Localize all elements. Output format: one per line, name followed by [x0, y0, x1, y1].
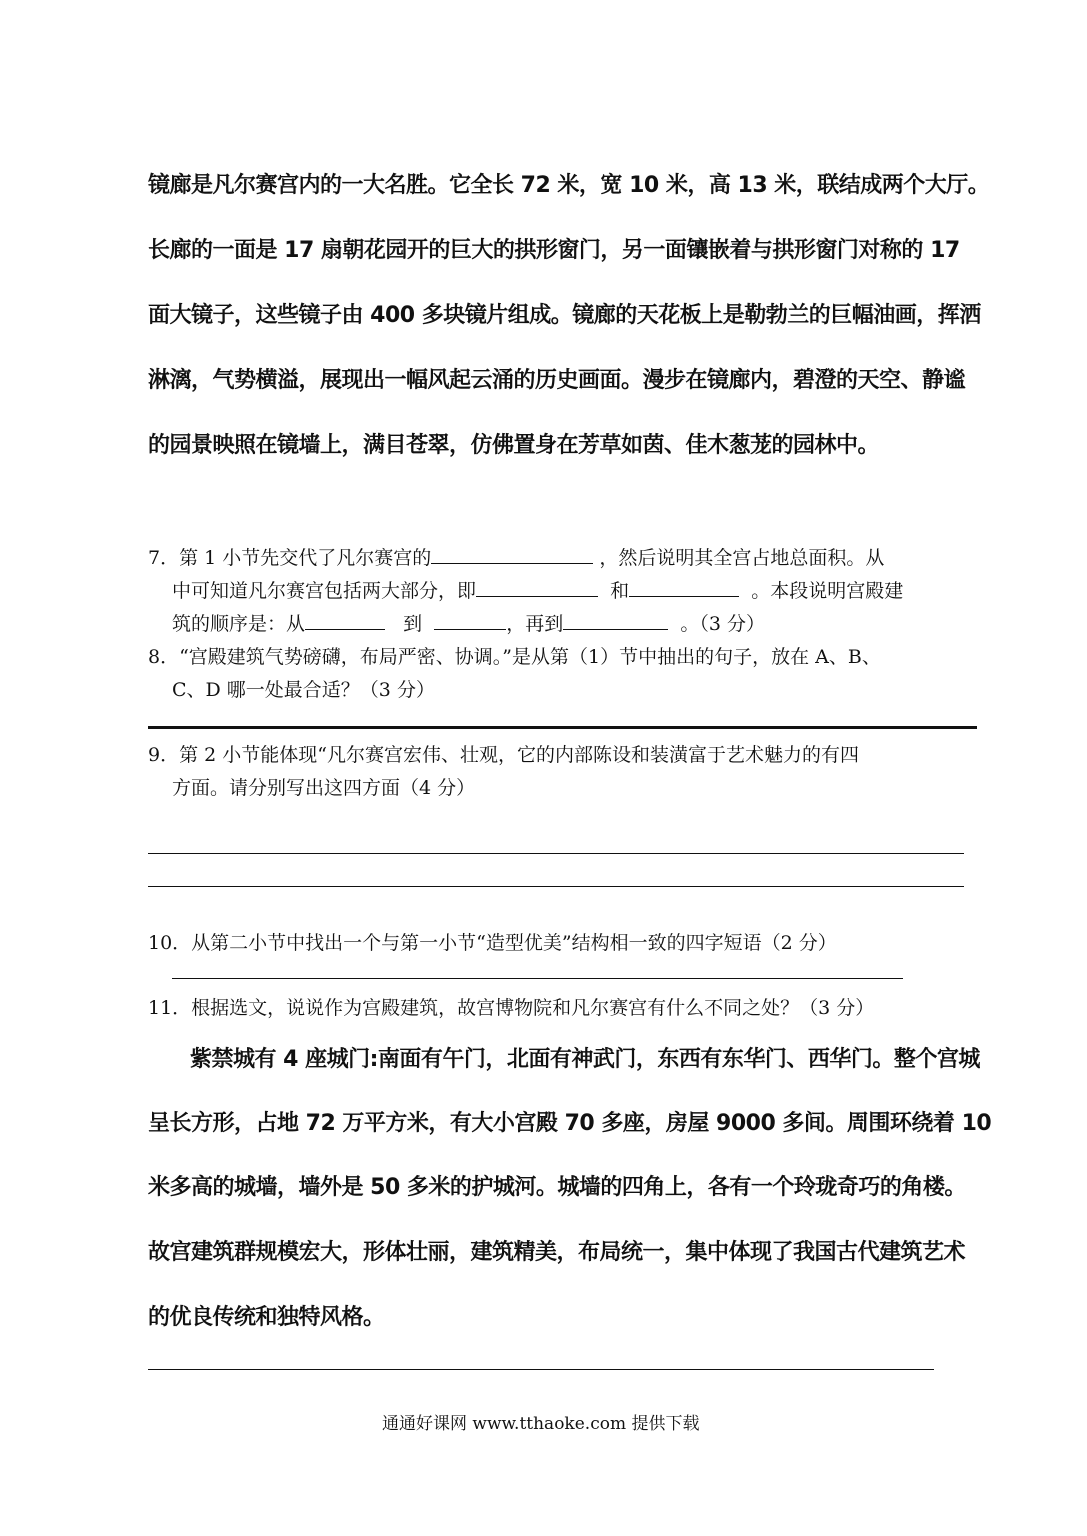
- q7-text: 和: [610, 580, 630, 602]
- q7-text: 7．第 1 小节先交代了凡尔赛宫的: [148, 547, 432, 569]
- q8-line-2: C、D 哪一处最合适？（3 分）: [172, 679, 435, 701]
- passage1-line-1: 镜廊是凡尔赛宫内的一大名胜。它全长 72 米，宽 10 米，高 13 米，联结成两个大厅。: [148, 173, 990, 198]
- passage1-line-5: 的园景映照在镜墙上，满目苍翠，仿佛置身在芳草如茵、佳木葱茏的园林中。: [148, 433, 880, 458]
- q7-line-1: [148, 543, 884, 570]
- answer-blank[interactable]: [476, 576, 598, 597]
- passage2-line-5: 的优良传统和独特风格。: [148, 1305, 385, 1330]
- q7-line-2: [172, 576, 903, 603]
- passage2-line-4: 故宫建筑群规模宏大，形体壮丽，建筑精美，布局统一，集中体现了我国古代建筑艺术: [148, 1240, 966, 1265]
- q7-text: 到: [403, 613, 423, 635]
- q10-line-1: 10．从第二小节中找出一个与第一小节“造型优美”结构相一致的四字短语（2 分）: [148, 932, 837, 954]
- passage1-line-3: 面大镜子，这些镜子由 400 多块镜片组成。镜廊的天花板上是勒勃兰的巨幅油画，挥洒: [148, 303, 981, 328]
- answer-line[interactable]: [148, 886, 964, 887]
- page-footer: 通通好课网 www.tthaoke.com 提供下载: [382, 1414, 700, 1434]
- answer-line[interactable]: [172, 978, 903, 979]
- q7-text: 。本段说明宫殿建: [751, 580, 904, 602]
- answer-blank[interactable]: [629, 576, 739, 597]
- passage1-line-4: 淋漓，气势横溢，展现出一幅风起云涌的历史画面。漫步在镜廊内，碧澄的天空、静谧: [148, 368, 966, 393]
- q7-text: 筑的顺序是：从: [172, 613, 306, 635]
- answer-blank[interactable]: [431, 543, 593, 564]
- answer-line[interactable]: [148, 853, 964, 854]
- answer-line[interactable]: [148, 1369, 934, 1370]
- q9-line-1: 9．第 2 小节能体现“凡尔赛宫宏伟、壮观，它的内部陈设和装潢富于艺术魅力的有四: [148, 744, 859, 766]
- q7-text: ，然后说明其全宫占地总面积。从: [599, 547, 885, 569]
- q8-line-1: 8．“宫殿建筑气势磅礴，布局严密、协调。”是从第（1）节中抽出的句子，放在 A、B、: [148, 646, 881, 668]
- passage2-line-3: 米多高的城墙，墙外是 50 多米的护城河。城墙的四角上，各有一个玲珑奇巧的角楼。: [148, 1175, 966, 1200]
- passage1-line-2: 长廊的一面是 17 扇朝花园开的巨大的拱形窗门，另一面镶嵌着与拱形窗门对称的 17: [148, 238, 960, 263]
- q7-text: ，再到: [506, 613, 564, 635]
- answer-blank[interactable]: [563, 609, 668, 630]
- answer-blank[interactable]: [434, 609, 506, 630]
- passage2-line-1: 紫禁城有 4 座城门:南面有午门，北面有神武门，东西有东华门、西华门。整个宫城: [190, 1047, 980, 1072]
- answer-line-thick[interactable]: [148, 726, 977, 729]
- q7-line-3: [172, 609, 765, 636]
- q7-text: 。（3 分）: [680, 613, 765, 635]
- passage2-line-2: 呈长方形，占地 72 万平方米，有大小宫殿 70 多座，房屋 9000 多间。周围环绕着 10: [148, 1111, 992, 1136]
- q11-line-1: 11．根据选文，说说作为宫殿建筑，故宫博物院和凡尔赛宫有什么不同之处？（3 分）: [148, 997, 875, 1019]
- q7-text: 中可知道凡尔赛宫包括两大部分，即: [172, 580, 477, 602]
- answer-blank[interactable]: [305, 609, 385, 630]
- q9-line-2: 方面。请分别写出这四方面（4 分）: [172, 777, 476, 799]
